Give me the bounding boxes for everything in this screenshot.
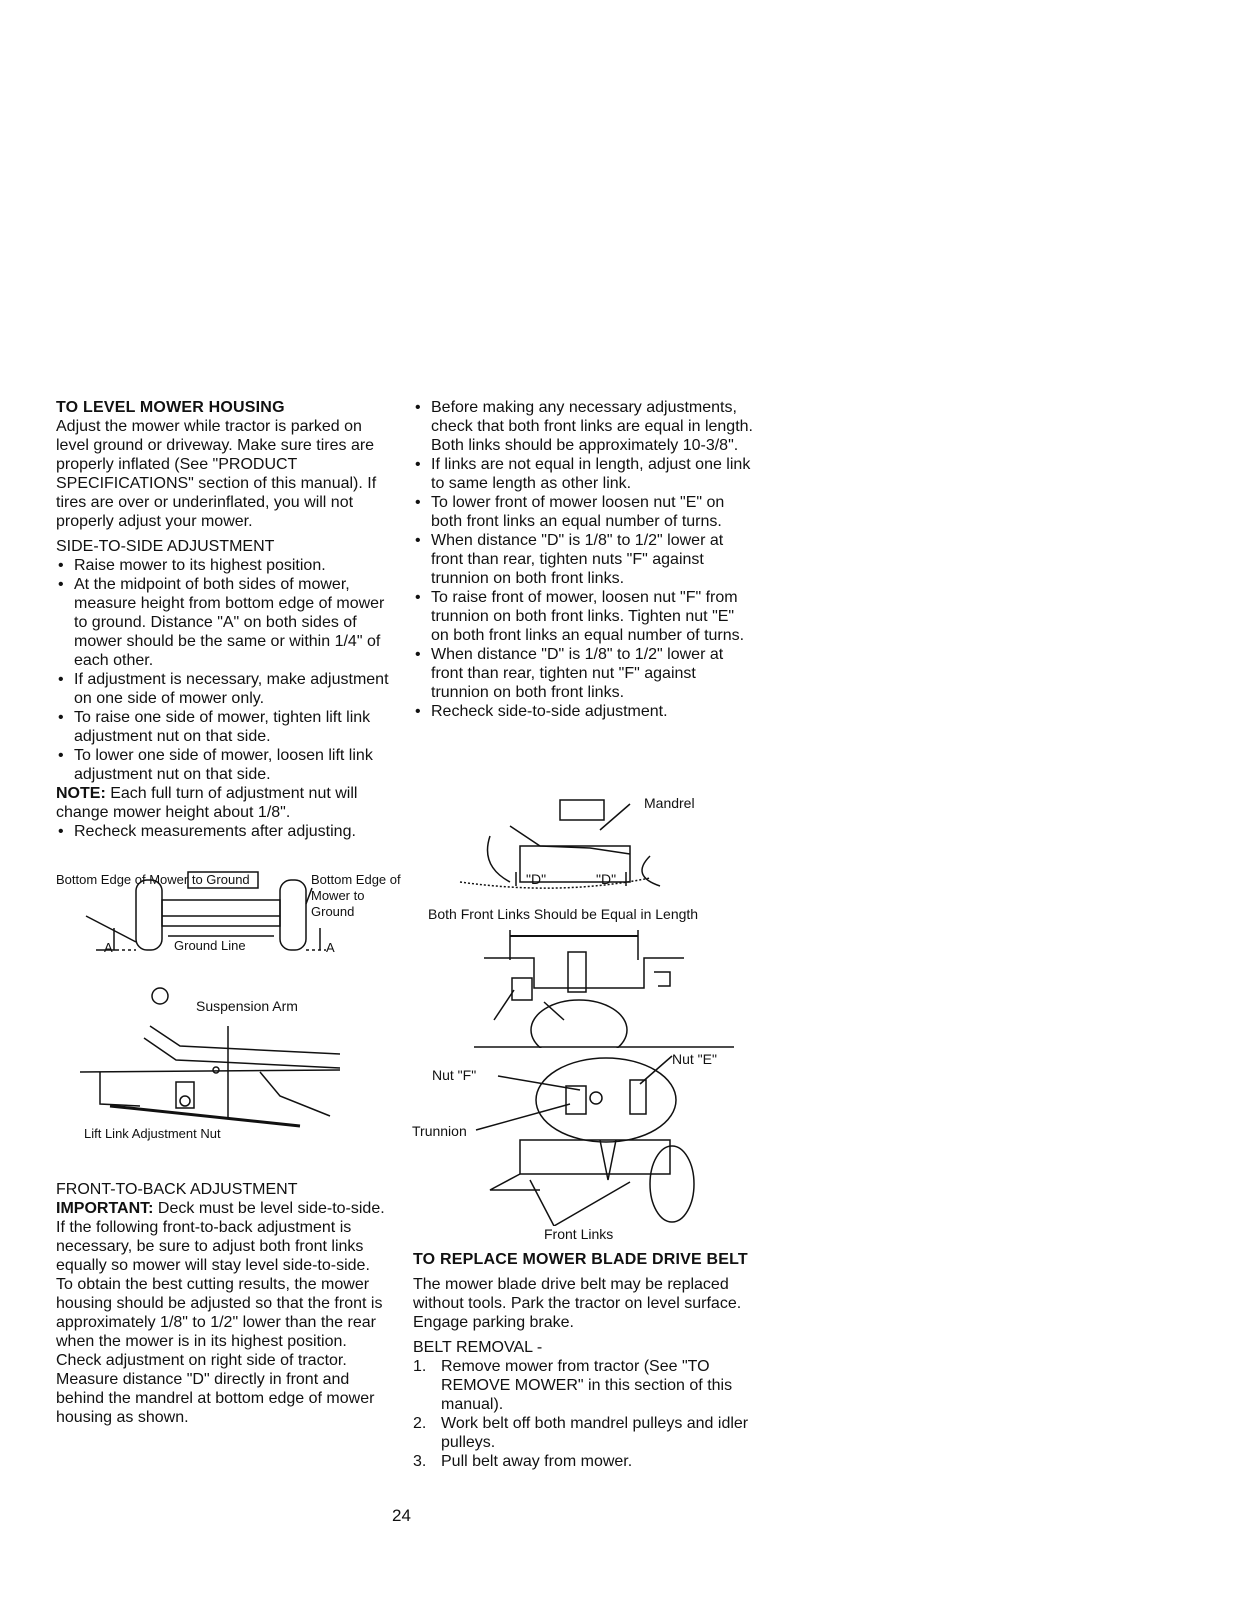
level-housing-intro: Adjust the mower while tractor is parked on level ground or driveway. Make sure tires are properly inflated (See "PRODUCT SPECIFICATIONS" section of this manual). If tires are over or underinflated, you will not properly adjust your mower. [56, 418, 377, 530]
bottom-edge-left-label: Bottom Edge of Mower to Ground [56, 872, 250, 887]
step-text: Work belt off both mandrel pulleys and idler pulleys. [441, 1415, 749, 1451]
distance-d-front-label: "D" [526, 871, 547, 887]
belt-removal-heading: BELT REMOVAL - [413, 1339, 543, 1356]
list-item: • If adjustment is necessary, make adjustment on one side of mower only. [56, 670, 396, 708]
suspension-arm-diagram [80, 986, 350, 1156]
nut-f-label: Nut "F" [432, 1067, 477, 1083]
list-item [413, 1452, 753, 1471]
step-number: 3. [413, 1453, 427, 1470]
note-label: NOTE: [56, 785, 106, 802]
list-item: • To raise front of mower, loosen nut "F" from trunnion on both front links. Tighten nut "E" on both front links an equal number of turns. [413, 588, 753, 645]
left-column [56, 398, 396, 841]
important-label: IMPORTANT: [56, 1200, 154, 1217]
front-links-drawing [474, 930, 734, 1048]
step-number: 2. [413, 1415, 427, 1432]
list-item: • To lower one side of mower, loosen lift link adjustment nut on that side. [56, 746, 396, 784]
list-item: • If links are not equal in length, adjust one link to same length as other link. [413, 455, 753, 493]
level-housing-heading: TO LEVEL MOWER HOUSING [56, 399, 285, 416]
front-links-list [413, 398, 753, 721]
trunnion-label: Trunnion [412, 1123, 467, 1139]
ground-line-label: Ground Line [174, 938, 246, 953]
step-number: 1. [413, 1358, 427, 1375]
side-to-side-list [56, 556, 396, 784]
front-to-back-heading: FRONT-TO-BACK ADJUSTMENT [56, 1181, 298, 1198]
mandrel-label: Mandrel [644, 795, 695, 811]
belt-intro: The mower blade drive belt may be replaced without tools. Park the tractor on level surface. Engage parking brake. [413, 1276, 742, 1331]
front-links-diagram [474, 930, 734, 1048]
distance-d-rear-label: "D" [596, 871, 617, 887]
equal-length-caption: Both Front Links Should be Equal in Length [428, 906, 699, 922]
page-number: 24 [392, 1506, 411, 1525]
front-links-label: Front Links [544, 1226, 614, 1242]
lift-link-nut-label: Lift Link Adjustment Nut [84, 1126, 221, 1141]
measure-distance-paragraph: Check adjustment on right side of tractor. Measure distance "D" directly in front and behind the mandrel at bottom edge of mower housing as shown. [56, 1352, 375, 1426]
important-text: Deck must be level side-to-side. If the following front-to-back adjustment is necessary, be sure to adjust both front links equally so mower will stay level side-to-side. [56, 1200, 385, 1274]
bottom-edge-right-label: Bottom Edge of Mower to Ground [311, 872, 401, 919]
front-to-back-paragraph: To obtain the best cutting results, the mower housing should be adjusted so that the front is approximately 1/8" to 1/2" lower than the rear when the mower is in its highest position. [56, 1276, 383, 1350]
list-item: • To lower front of mower loosen nut "E" on both front links an equal number of turns. [413, 493, 753, 531]
step-text: Remove mower from tractor (See "TO REMOVE MOWER" in this section of this manual). [441, 1358, 733, 1413]
side-to-side-heading: SIDE-TO-SIDE ADJUSTMENT [56, 538, 275, 555]
suspension-arm-label: Suspension Arm [196, 998, 298, 1014]
note-text: Each full turn of adjustment nut will change mower height about 1/8". [56, 785, 358, 821]
list-item [413, 1414, 753, 1452]
mandrel-distance-diagram [420, 786, 740, 896]
trunnion-nuts-diagram [410, 1050, 750, 1226]
list-item: • When distance "D" is 1/8" to 1/2" lower at front than rear, tighten nuts "F" against trunnion on both front links. [413, 531, 753, 588]
list-item: • Before making any necessary adjustments, check that both front links are equal in length. Both links should be approximately 10-3/8". [413, 398, 753, 455]
list-item: • Recheck side-to-side adjustment. [413, 702, 753, 721]
list-item: • At the midpoint of both sides of mower, measure height from bottom edge of mower to ground. Distance "A" on both sides of mower should be the same or within 1/4" of each other. [56, 575, 396, 670]
right-column [413, 398, 753, 721]
note-paragraph [56, 784, 396, 822]
list-item [413, 1357, 753, 1414]
list-item: • When distance "D" is 1/8" to 1/2" lower at front than rear, tighten nut "F" against trunnion on both front links. [413, 645, 753, 702]
recheck-list [56, 822, 396, 841]
step-text: Pull belt away from mower. [441, 1453, 633, 1470]
nut-e-label: Nut "E" [672, 1051, 717, 1067]
important-paragraph [56, 1199, 396, 1275]
distance-a-right-label: A [326, 940, 335, 955]
list-item: • To raise one side of mower, tighten lift link adjustment nut on that side. [56, 708, 396, 746]
list-item: • Raise mower to its highest position. [56, 556, 396, 575]
front-to-back-section [56, 1180, 396, 1427]
belt-section [413, 1250, 753, 1471]
mower-height-diagram [56, 866, 406, 961]
belt-removal-steps [413, 1357, 753, 1471]
list-item: • Recheck measurements after adjusting. [56, 822, 396, 841]
distance-a-left-label: A [104, 940, 113, 955]
replace-belt-heading: TO REPLACE MOWER BLADE DRIVE BELT [413, 1251, 748, 1268]
